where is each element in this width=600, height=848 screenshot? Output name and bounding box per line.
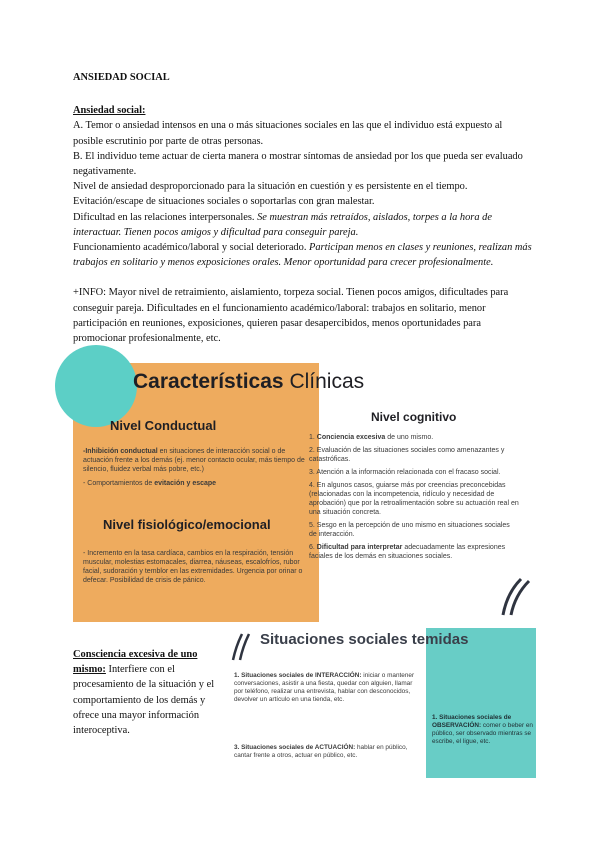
nivel-conductual-text <box>83 447 307 488</box>
nivel-fisiologico-text: - Incremento en la tasa cardíaca, cambios en la respiración, tensión muscular, molestias estomacales, diarrea, náuseas, escalofríos, rubor facial, sudoración y temblor en las extremidades. Urgencia por orinar o defecar. Posibilidad de crisis de pánico. <box>83 550 303 584</box>
nivel-cognitivo-list <box>309 433 519 565</box>
cognitivo-item <box>309 521 519 539</box>
cognitivo-item <box>309 433 519 442</box>
nivel-cognitivo-title: Nivel cognitivo <box>371 410 457 424</box>
conciencia-paragraph <box>73 647 229 738</box>
conductual-bullet-1 <box>83 447 307 474</box>
section-heading: Ansiedad social: <box>73 105 146 117</box>
situaciones-title: Situaciones sociales temidas <box>260 631 469 648</box>
infographic-title <box>133 370 364 394</box>
nivel-conductual-title: Nivel Conductual <box>110 418 217 433</box>
funcionamiento-italic: Participan menos en clases y reuniones, realizan más trabajos en solitario y menos exposiciones orales. Menor oportunidad para crecer profesionalmente. <box>73 242 532 269</box>
situacion-observacion <box>432 714 534 746</box>
situaciones-temidas-infographic <box>230 628 536 778</box>
cog-num: 5. <box>309 522 317 529</box>
situacion-interaccion <box>234 672 422 704</box>
conciencia-heading: Consciencia excesiva de uno mismo: <box>73 649 198 676</box>
cognitivo-item <box>309 468 519 477</box>
paragraph-evitacion: Evitación/escape de situaciones sociales o soportarlas con gran malestar. <box>73 196 375 208</box>
title-light: Clínicas <box>283 370 365 393</box>
conciencia-text: Interfiere con el procesamiento de la situación y el comportamiento de los demás y ofrece una mayor información interoceptiva. <box>73 664 215 737</box>
cog-bold: Conciencia excesiva <box>316 434 386 441</box>
cog-num: 1. <box>309 434 317 441</box>
cog-rest: En algunos casos, guiarse más por creencias preconcebidas (relacionadas con la incompetencia, ridículo y necesidad de aprobación) que por la retroalimentación sobre su actuación real en una situación concreta. <box>309 482 519 516</box>
paragraph-dificultad <box>73 210 533 240</box>
document-title: ANSIEDAD SOCIAL <box>73 72 170 83</box>
s1-bold: 1. Situaciones sociales de INTERACCIÓN: <box>234 672 362 679</box>
nivel-fisiologico-title: Nivel fisiológico/emocional <box>103 517 271 532</box>
obs-rest: comer o beber en público, ser observado mientras se escribe, el ligue, etc. <box>432 722 533 745</box>
criterion-b: B. El individuo teme actuar de cierta manera o mostrar síntomas de ansiedad por los que pueda ser evaluado negativamente. <box>73 150 523 178</box>
conductual-bullet-2 <box>83 479 307 488</box>
decorative-slash-lines-icon <box>230 632 256 662</box>
conductual-b1-bold: -Inhibición conductual <box>83 448 158 455</box>
teal-block <box>426 628 536 778</box>
cognitivo-item <box>309 481 519 517</box>
cog-num: 4. <box>309 482 317 489</box>
cog-rest: Atención a la información relacionada con el fracaso social. <box>316 469 501 476</box>
title-bold: Características <box>133 370 284 393</box>
s1-rest: iniciar o mantener conversaciones, asistir a una fiesta, quedar con alguien, llamar por teléfono, realizar una entrevista, hablar con desconocidos, devolver un artículo en una tienda, etc. <box>234 672 415 703</box>
cog-rest: Evaluación de las situaciones sociales como amenazantes y catastróficas. <box>309 447 505 463</box>
decorative-slash-lines-icon <box>499 569 533 617</box>
cog-rest: de uno mismo. <box>385 434 434 441</box>
cog-num: 3. <box>309 469 317 476</box>
clinical-characteristics-infographic <box>73 363 535 622</box>
cognitivo-item <box>309 446 519 464</box>
s3-bold: 3. Situaciones sociales de ACTUACIÓN: <box>234 744 356 751</box>
conductual-b1-rest: en situaciones de interacción social o de actuación frente a los demás (ej. menor contacto ocular, más tiempo de silencio, fluidez verbal más pobre, etc.) <box>83 448 305 473</box>
dificultad-plain: Dificultad en las relaciones interpersonales. <box>73 211 258 223</box>
document-body <box>73 70 533 346</box>
cog-rest: adecuadamente las expresiones faciales de los demás en situaciones sociales. <box>309 544 506 560</box>
conductual-b2-plain: - Comportamientos de <box>83 480 155 487</box>
dificultad-italic: Se muestran más retraídos, aislados, torpes a la hora de interactuar. Tienen pocos amigos y dificultad para conseguir pareja. <box>73 211 492 238</box>
cognitivo-item <box>309 543 519 561</box>
cog-bold: Dificultad para interpretar <box>316 544 403 551</box>
s3-rest: hablar en público, cantar frente a otros, actuar en público, etc. <box>234 744 408 759</box>
cog-rest: Sesgo en la percepción de uno mismo en situaciones sociales de interacción. <box>309 522 510 538</box>
criterion-a: A. Temor o ansiedad intensos en una o más situaciones sociales en las que el individuo está expuesto al posible escrutinio por parte de otras personas. <box>73 120 503 147</box>
cog-num: 2. <box>309 447 317 454</box>
conductual-b2-bold: evitación y escape <box>154 480 217 487</box>
info-paragraph: +INFO: Mayor nivel de retraimiento, aislamiento, torpeza social. Tienen pocos amigos, dificultades para conseguir pareja. Dificultades en el funcionamiento académico/laboral: trabajos en solitario, menor participación en reuniones, exposiciones, quieren pasar desapercibidos, menos oportunidades para promocionar profesionalmente, etc. <box>73 287 509 345</box>
funcionamiento-plain: Funcionamiento académico/laboral y social deteriorado. <box>73 242 310 254</box>
paragraph-nivel: Nivel de ansiedad desproporcionado para la situación en cuestión y es persistente en el tiempo. <box>73 181 468 193</box>
cog-num: 6. <box>309 544 317 551</box>
teal-circle-decoration <box>55 345 137 427</box>
situacion-actuacion <box>234 744 420 760</box>
paragraph-funcionamiento <box>73 240 533 270</box>
obs-bold: 1. Situaciones sociales de OBSERVACIÓN: <box>432 714 512 729</box>
